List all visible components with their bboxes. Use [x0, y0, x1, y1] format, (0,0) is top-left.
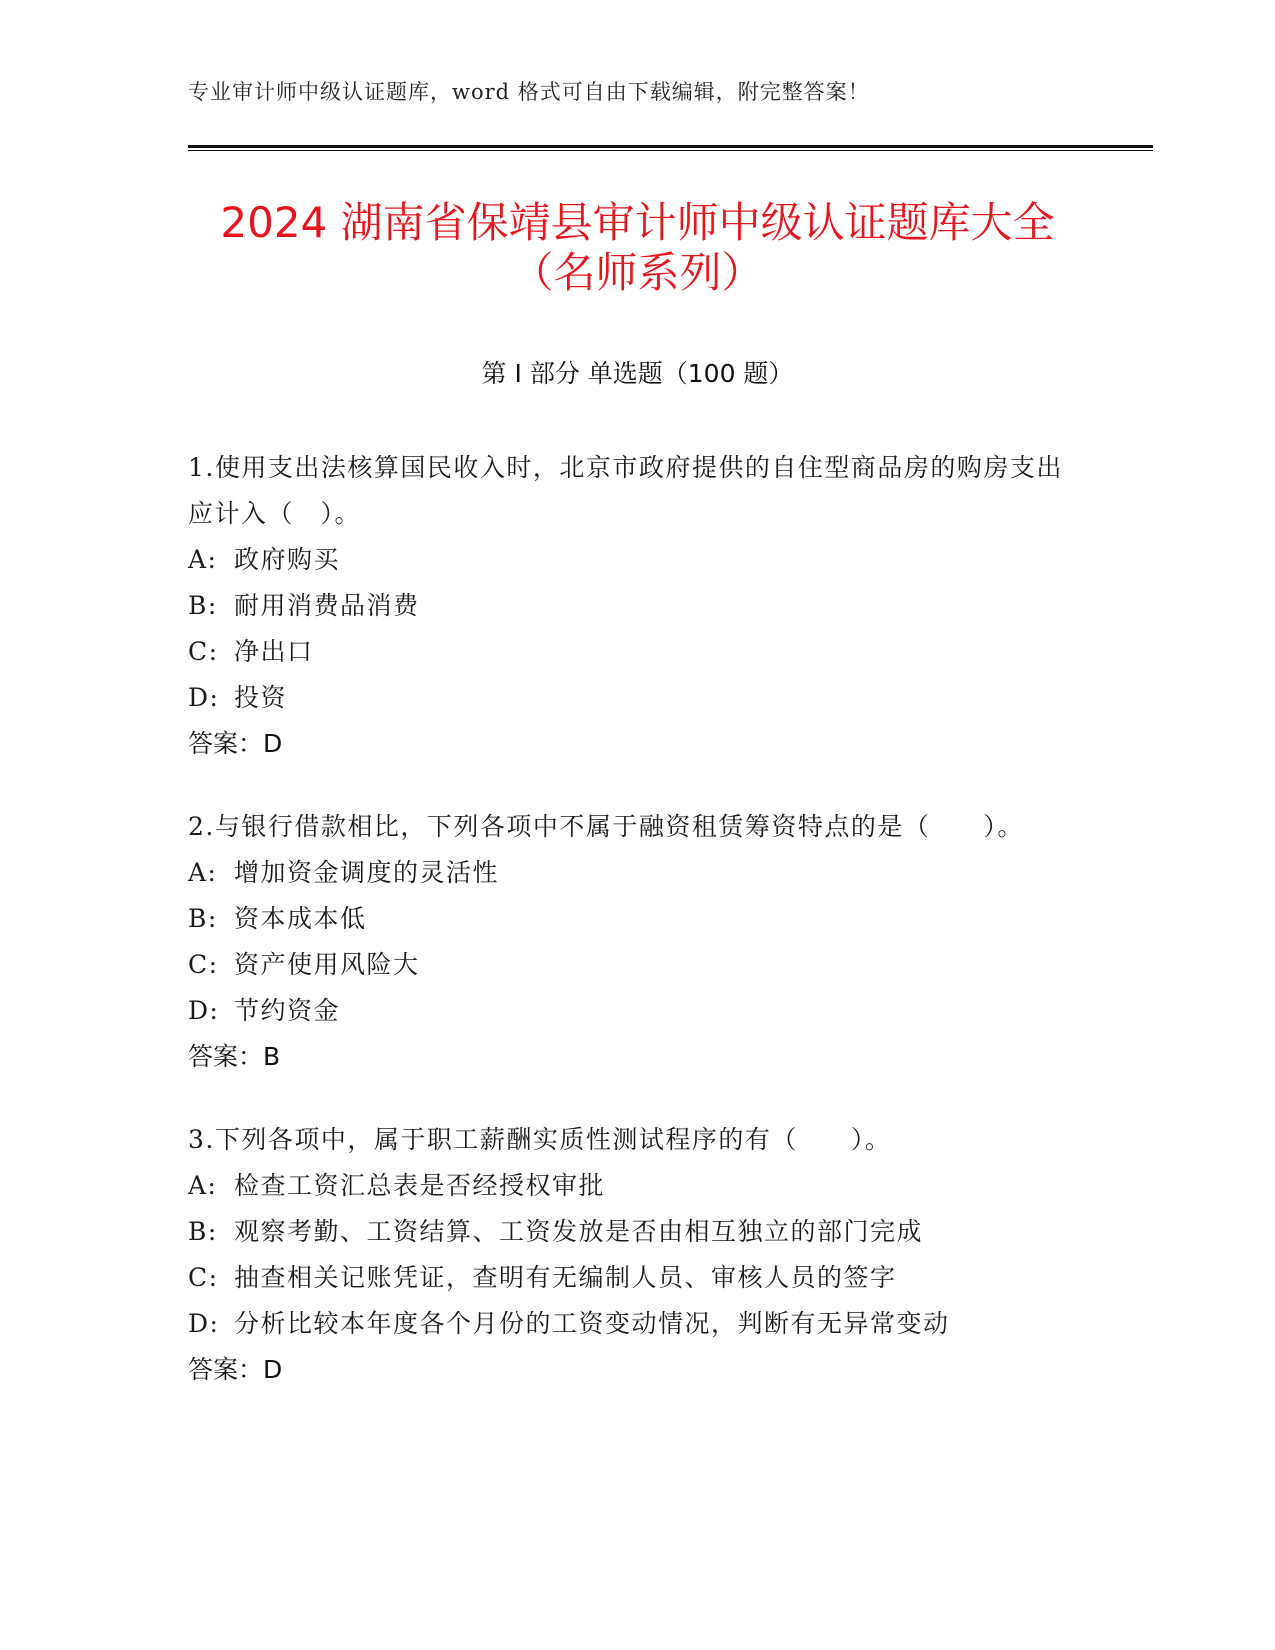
option-text: 政府购买: [234, 545, 341, 574]
option-a: [188, 1163, 1068, 1209]
option-text: 检查工资汇总表是否经授权审批: [234, 1171, 606, 1200]
option-a: [188, 537, 1068, 583]
question-stem: 3.下列各项中，属于职工薪酬实质性测试程序的有（ ）。: [188, 1125, 892, 1154]
option-text: 净出口: [234, 637, 314, 666]
header-note: 专业审计师中级认证题库，word 格式可自由下载编辑，附完整答案！: [188, 80, 870, 104]
option-c: [188, 1255, 1068, 1301]
answer-line: 答案：D: [188, 729, 283, 758]
question-1: [188, 445, 1068, 767]
option-c: [188, 942, 1068, 988]
option-b: [188, 1209, 1068, 1255]
option-text: 节约资金: [234, 996, 341, 1025]
answer-line: 答案：B: [188, 1042, 281, 1071]
option-b: [188, 583, 1068, 629]
option-d: [188, 1301, 1068, 1347]
option-key: B:: [188, 591, 218, 620]
option-key: D:: [188, 996, 220, 1025]
question-stem: 2.与银行借款相比，下列各项中不属于融资租赁筹资特点的是（ ）。: [188, 812, 1024, 841]
option-key: D:: [188, 683, 220, 712]
option-text: 资产使用风险大: [234, 950, 420, 979]
option-text: 抽查相关记账凭证，查明有无编制人员、审核人员的签字: [234, 1263, 897, 1292]
option-b: [188, 896, 1068, 942]
option-text: 耐用消费品消费: [234, 591, 420, 620]
option-key: A:: [188, 858, 218, 887]
question-3: [188, 1117, 1068, 1393]
answer-line: 答案：D: [188, 1355, 283, 1384]
question-list: [188, 445, 1068, 1430]
option-key: A:: [188, 1171, 218, 1200]
option-d: [188, 988, 1068, 1034]
option-a: [188, 850, 1068, 896]
option-text: 增加资金调度的灵活性: [234, 858, 500, 887]
option-key: B:: [188, 904, 218, 933]
header-rule-thick: [188, 145, 1153, 148]
question-stem: 1.使用支出法核算国民收入时，北京市政府提供的自住型商品房的购房支出应计入（ ）。: [188, 453, 1063, 528]
option-key: C:: [188, 1263, 219, 1292]
option-c: [188, 629, 1068, 675]
option-d: [188, 675, 1068, 721]
document-title: [0, 198, 1275, 298]
header-rule-thin: [188, 150, 1153, 151]
option-key: C:: [188, 637, 219, 666]
option-key: C:: [188, 950, 219, 979]
option-key: D:: [188, 1309, 220, 1338]
question-2: [188, 804, 1068, 1080]
section-heading: 第 I 部分 单选题（100 题）: [481, 359, 794, 388]
option-text: 分析比较本年度各个月份的工资变动情况，判断有无异常变动: [234, 1309, 950, 1338]
option-text: 投资: [234, 683, 288, 712]
option-key: A:: [188, 545, 218, 574]
title-line-1: 2024 湖南省保靖县审计师中级认证题库大全: [220, 198, 1055, 247]
option-text: 资本成本低: [234, 904, 367, 933]
option-key: B:: [188, 1217, 218, 1246]
title-line-2: （名师系列）: [511, 248, 764, 297]
option-text: 观察考勤、工资结算、工资发放是否由相互独立的部门完成: [234, 1217, 924, 1246]
